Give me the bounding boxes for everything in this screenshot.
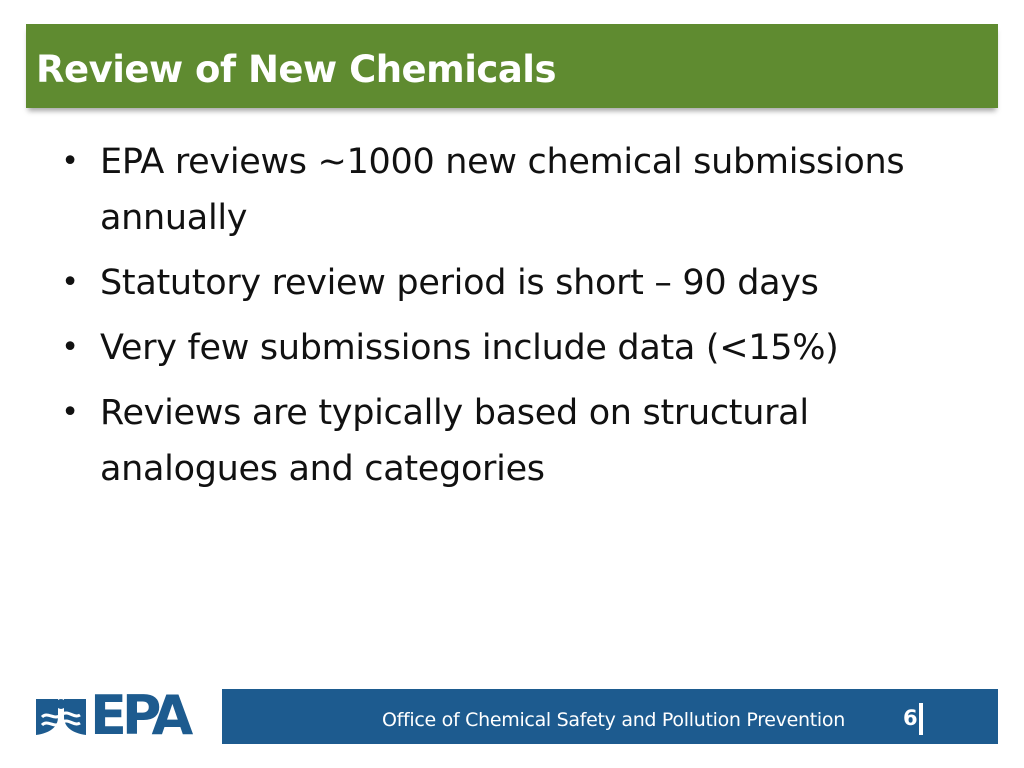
epa-logo-text: EPA	[90, 684, 189, 747]
office-name: Office of Chemical Safety and Pollution Prevention	[382, 709, 845, 731]
footer-bar	[26, 684, 998, 747]
epa-seal-icon	[32, 695, 90, 739]
slide-title: Review of New Chemicals	[36, 48, 556, 91]
bullet-icon: •	[61, 265, 79, 300]
page-number: 6	[903, 706, 918, 730]
bullet-text: Statutory review period is short – 90 days	[100, 263, 819, 303]
page-number-mark	[919, 703, 923, 735]
epa-logo	[26, 684, 222, 747]
bullet-item	[60, 320, 960, 376]
bullet-item	[60, 385, 960, 497]
bullet-text: Very few submissions include data (<15%)	[100, 328, 839, 368]
title-bar	[26, 24, 998, 108]
bullet-item	[60, 255, 960, 311]
bullet-text: Reviews are typically based on structural analogues and categories	[100, 393, 809, 489]
bullet-list	[60, 134, 960, 506]
bullet-item	[60, 134, 960, 246]
bullet-text: EPA reviews ~1000 new chemical submissions annually	[100, 142, 905, 238]
bullet-icon: •	[61, 144, 79, 179]
bullet-icon: •	[61, 395, 79, 430]
bullet-icon: •	[61, 330, 79, 365]
